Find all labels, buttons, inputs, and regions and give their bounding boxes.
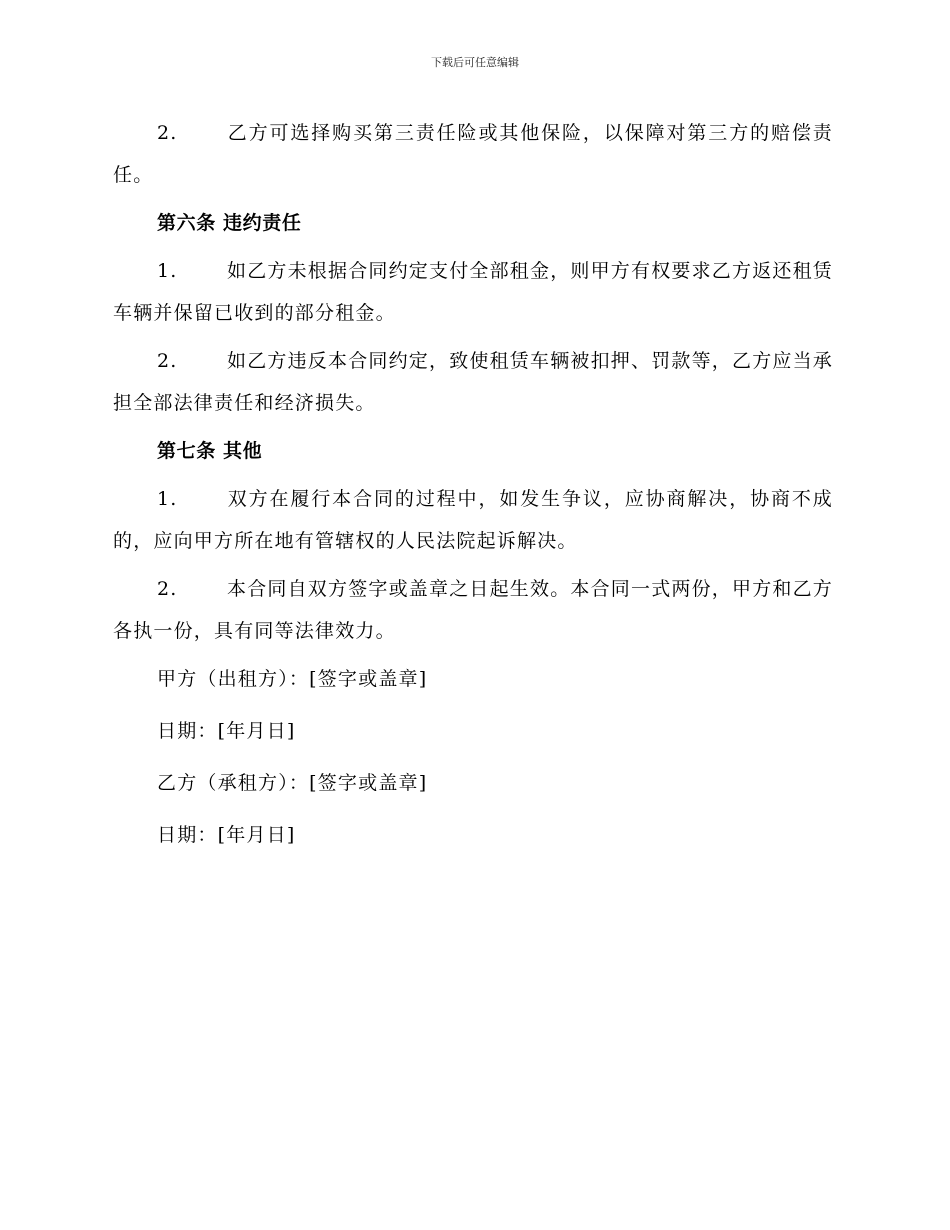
party-b-date-line: 日期：[年月日] <box>157 824 296 846</box>
clause-7-item-2 <box>113 568 833 652</box>
page-header: 下载后可任意编辑 <box>431 56 519 69</box>
article-6-title: 第六条 违约责任 <box>157 212 302 234</box>
item-text: 如乙方未根据合同约定支付全部租金，则甲方有权要求乙方返还租赁车辆并保留已收到的部分租金。 <box>113 260 834 324</box>
clause-6-item-2 <box>113 340 833 424</box>
item-text: 乙方可选择购买第三责任险或其他保险，以保障对第三方的赔偿责任。 <box>113 122 833 186</box>
item-number: 2. <box>157 578 178 600</box>
item-text: 本合同自双方签字或盖章之日起生效。本合同一式两份，甲方和乙方各执一份，具有同等法律效力。 <box>113 578 834 642</box>
item-number: 2. <box>157 122 178 144</box>
document-body <box>113 112 833 866</box>
clause-7-item-1 <box>113 478 833 562</box>
item-number: 1. <box>157 260 178 282</box>
item-text: 双方在履行本合同的过程中，如发生争议，应协商解决，协商不成的，应向甲方所在地有管辖权的人民法院起诉解决。 <box>113 488 833 552</box>
party-b-signature-line: 乙方（承租方）：[签字或盖章] <box>157 772 428 794</box>
party-a-date-line: 日期：[年月日] <box>157 720 296 742</box>
clause-5-item-2 <box>113 112 833 196</box>
clause-6-item-1 <box>113 250 833 334</box>
article-7-title: 第七条 其他 <box>157 440 263 462</box>
item-number: 2. <box>157 350 178 372</box>
item-number: 1. <box>157 488 178 510</box>
party-a-signature-line: 甲方（出租方）：[签字或盖章] <box>157 668 428 690</box>
item-text: 如乙方违反本合同约定，致使租赁车辆被扣押、罚款等，乙方应当承担全部法律责任和经济损失。 <box>113 350 834 414</box>
